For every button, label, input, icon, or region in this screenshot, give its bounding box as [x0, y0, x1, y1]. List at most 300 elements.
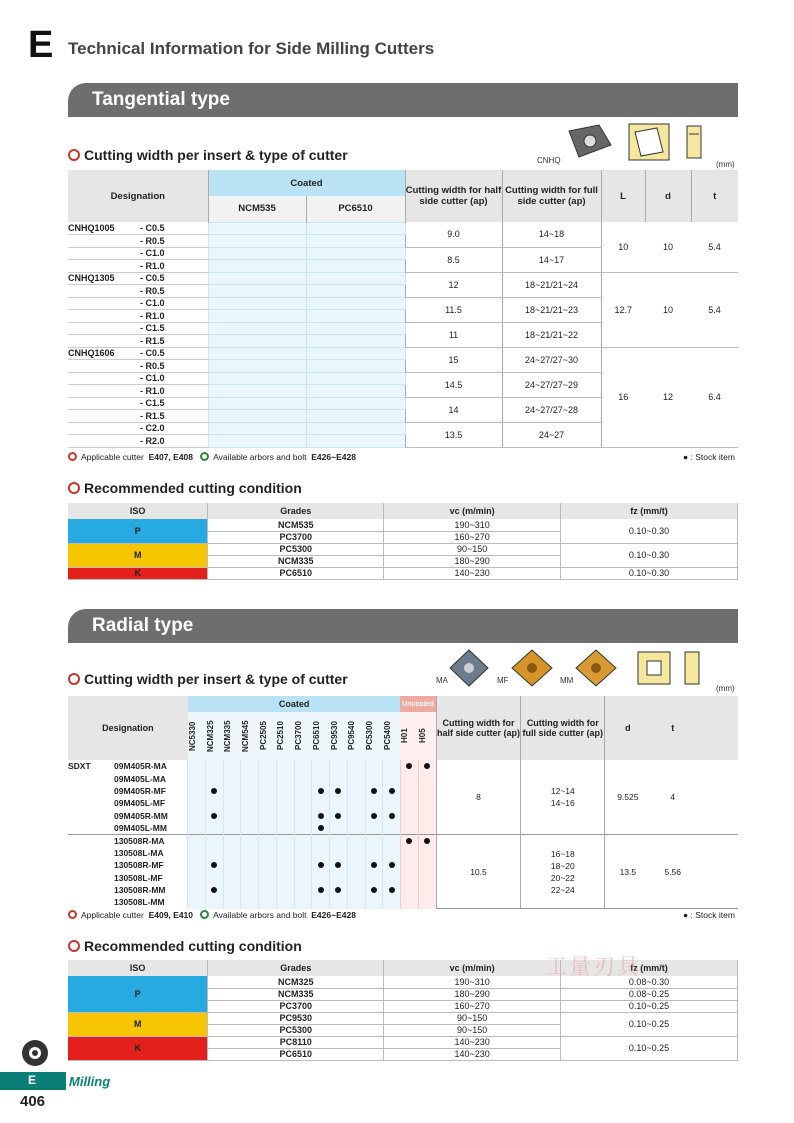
stock-cell: [347, 797, 365, 809]
stock-cell: [383, 847, 401, 859]
iso-cell: P: [68, 519, 208, 543]
stock-cell: [400, 785, 418, 797]
stock-cell: [418, 859, 436, 871]
sdxt-drawing-side: [682, 650, 702, 686]
grade-cell: [306, 372, 405, 385]
stock-cell: [223, 822, 241, 834]
band-title: Radial type: [92, 615, 194, 636]
grade-cell: [208, 222, 306, 235]
stock-cell: [223, 785, 241, 797]
arrow-icon: [68, 149, 80, 161]
stock-cell: [276, 785, 294, 797]
stock-cell: [383, 760, 401, 772]
grade-cell: [306, 247, 405, 260]
half-width: 8: [436, 760, 520, 834]
col-designation: Designation: [68, 696, 188, 760]
half-width: 8.5: [405, 247, 502, 272]
grade-cell: [208, 335, 306, 348]
grade-label: NCM545: [240, 720, 250, 752]
fz-cell: 0.10~0.25: [561, 1000, 738, 1012]
stock-cell: [188, 797, 206, 809]
col-L: L: [601, 170, 645, 222]
stock-cell: [276, 884, 294, 896]
radial-rec-title: Recommended cutting condition: [68, 938, 302, 954]
table-row: [68, 347, 738, 360]
suffix: - R1.0: [140, 385, 165, 396]
full-width-value: 12~14: [550, 785, 575, 796]
full-width-value: 16~18: [550, 848, 575, 859]
stock-cell: [276, 822, 294, 834]
grade-cell: NCM325: [208, 976, 384, 988]
d-value: 12: [645, 347, 691, 447]
cnhq-drawing-top: [627, 122, 671, 162]
stock-cell: [400, 822, 418, 834]
spacer-cell: [695, 834, 738, 908]
stock-cell: [383, 884, 401, 896]
unit-label: (mm): [716, 160, 735, 169]
model-name: 130508L-MF: [114, 872, 163, 883]
stock-cell: [365, 872, 383, 884]
designation-cell: [68, 872, 188, 884]
stock-cell: [347, 896, 365, 908]
model-name: 130508R-MA: [114, 835, 165, 846]
stock-cell: [294, 797, 312, 809]
stock-cell: [206, 834, 224, 846]
stock-dot: [318, 887, 324, 893]
model-name: 130508R-MF: [114, 860, 164, 871]
stock-cell: [365, 760, 383, 772]
col-grades: Grades: [208, 960, 384, 976]
stock-cell: [188, 859, 206, 871]
grade-cell: [208, 372, 306, 385]
full-width-value: 22~24: [550, 884, 575, 895]
fz-cell: 0.10~0.30: [561, 543, 738, 567]
radial-table: [68, 696, 738, 909]
stock-dot: [389, 813, 395, 819]
stock-dot: [335, 788, 341, 794]
suffix: - C2.0: [140, 423, 165, 434]
stock-cell: [206, 810, 224, 822]
col-coated: Coated: [208, 170, 405, 196]
grade-cell: [306, 310, 405, 323]
grade-cell: NCM335: [208, 555, 384, 567]
stock-cell: [347, 859, 365, 871]
stock-cell: [330, 785, 348, 797]
stock-cell: [241, 785, 259, 797]
designation-cell: [68, 435, 208, 448]
stock-cell: [259, 810, 277, 822]
stock-cell: [206, 822, 224, 834]
stock-cell: [400, 896, 418, 908]
stock-legend: ● : Stock item: [683, 452, 735, 462]
stock-cell: [294, 810, 312, 822]
d-value: 9.525: [605, 760, 650, 834]
grade-cell: [306, 397, 405, 410]
stock-dot: [406, 763, 412, 769]
grade-cell: PC6510: [208, 567, 384, 579]
grade-cell: [306, 435, 405, 448]
stock-cell: [188, 834, 206, 846]
stock-cell: [206, 872, 224, 884]
suffix: - C0.5: [140, 348, 165, 359]
stock-cell: [330, 797, 348, 809]
grade-cell: [208, 385, 306, 398]
full-width: 24~27/27~28: [502, 397, 601, 422]
fz-cell: 0.10~0.30: [561, 519, 738, 543]
grade-cell: [306, 360, 405, 373]
grade-cell: PC5300: [208, 1024, 384, 1036]
stock-cell: [259, 797, 277, 809]
spacer-cell: [695, 760, 738, 834]
page-title: Technical Information for Side Milling Cutters: [68, 39, 435, 58]
stock-cell: [188, 822, 206, 834]
stock-legend: ● : Stock item: [683, 910, 735, 920]
stock-cell: [259, 872, 277, 884]
insert-ma-label: MA: [436, 676, 448, 685]
stock-cell: [347, 810, 365, 822]
family-name: SDXT: [68, 761, 91, 772]
grade-cell: [306, 272, 405, 285]
stock-dot: [389, 862, 395, 868]
designation-cell: [68, 222, 208, 235]
grade-header: [241, 712, 259, 760]
vc-cell: 160~270: [384, 1000, 561, 1012]
col-vc: vc (m/min): [384, 960, 561, 976]
stock-cell: [276, 872, 294, 884]
grade-header: [347, 712, 365, 760]
stock-cell: [276, 797, 294, 809]
grade-cell: [208, 297, 306, 310]
grade-header: [400, 712, 418, 760]
designation-cell: [68, 322, 208, 335]
stock-cell: [223, 847, 241, 859]
grade-header: [223, 712, 241, 760]
stock-cell: [312, 872, 330, 884]
stock-cell: [383, 859, 401, 871]
stock-cell: [383, 822, 401, 834]
grade-cell: [306, 385, 405, 398]
L-value: 10: [601, 222, 645, 272]
stock-cell: [241, 896, 259, 908]
model-name: 09M405L-MA: [114, 773, 166, 784]
vc-cell: 140~230: [384, 1048, 561, 1060]
stock-cell: [418, 896, 436, 908]
grade-label: H01: [400, 728, 410, 744]
designation-cell: [68, 360, 208, 373]
stock-cell: [330, 760, 348, 772]
stock-cell: [241, 884, 259, 896]
designation-cell: [68, 310, 208, 323]
stock-cell: [330, 847, 348, 859]
radial-subtitle: Cutting width per insert & type of cutter: [68, 671, 348, 687]
stock-cell: [400, 760, 418, 772]
stock-cell: [223, 884, 241, 896]
designation-cell: [68, 260, 208, 273]
page-number: 406: [20, 1093, 46, 1110]
grade-cell: PC8110: [208, 1036, 384, 1048]
stock-cell: [383, 872, 401, 884]
vc-cell: 90~150: [384, 1024, 561, 1036]
stock-cell: [383, 797, 401, 809]
stock-cell: [418, 760, 436, 772]
suffix: - C1.0: [140, 373, 165, 384]
stock-cell: [294, 884, 312, 896]
grade-cell: [306, 410, 405, 423]
stock-cell: [418, 797, 436, 809]
stock-cell: [294, 847, 312, 859]
stock-cell: [400, 872, 418, 884]
stock-cell: [223, 896, 241, 908]
t-value: 5.4: [691, 222, 738, 272]
milling-cutter-icon: [20, 1038, 50, 1068]
stock-cell: [294, 834, 312, 846]
half-width: 14.5: [405, 372, 502, 397]
col-d: d: [645, 170, 691, 222]
designation-cell: [68, 422, 208, 435]
grade-header: [206, 712, 224, 760]
stock-cell: [206, 896, 224, 908]
stock-cell: [188, 760, 206, 772]
grade-cell: [208, 235, 306, 248]
table-row: [68, 834, 738, 846]
stock-cell: [276, 810, 294, 822]
designation-cell: [68, 385, 208, 398]
suffix: - R1.5: [140, 410, 165, 421]
family-name: CNHQ1606: [68, 348, 115, 359]
stock-cell: [365, 797, 383, 809]
stock-cell: [276, 760, 294, 772]
d-value: 13.5: [605, 834, 650, 908]
stock-cell: [312, 859, 330, 871]
stock-cell: [312, 834, 330, 846]
stock-cell: [223, 872, 241, 884]
grade-label: PC2510: [276, 721, 286, 751]
stock-cell: [365, 847, 383, 859]
stock-cell: [241, 810, 259, 822]
stock-cell: [400, 859, 418, 871]
tangential-band: [68, 83, 738, 117]
stock-cell: [188, 872, 206, 884]
grade-cell: [208, 272, 306, 285]
grade-header: [276, 712, 294, 760]
suffix: - R1.5: [140, 335, 165, 346]
table-row: [68, 1036, 738, 1048]
model-name: 130508L-MM: [114, 897, 165, 908]
stock-cell: [365, 772, 383, 784]
full-width-value: 14~16: [550, 797, 575, 808]
half-width: 15: [405, 347, 502, 372]
grade-cell: PC5300: [208, 543, 384, 555]
grade-header: [259, 712, 277, 760]
full-width: [521, 760, 605, 834]
stock-cell: [223, 797, 241, 809]
stock-cell: [241, 822, 259, 834]
fz-cell: 0.10~0.30: [561, 567, 738, 579]
table-row: [68, 543, 738, 555]
grade-cell: [208, 410, 306, 423]
suffix: - R1.0: [140, 310, 165, 321]
stock-cell: [365, 822, 383, 834]
stock-cell: [400, 847, 418, 859]
grade-header: [383, 712, 401, 760]
col-half: Cutting width for half side cutter (ap): [405, 170, 502, 222]
stock-cell: [400, 772, 418, 784]
tangential-table: [68, 170, 738, 448]
vc-cell: 190~310: [384, 976, 561, 988]
full-width-value: 20~22: [550, 872, 575, 883]
stock-cell: [383, 810, 401, 822]
col-fz: fz (mm/t): [561, 960, 738, 976]
arrow-icon: [200, 910, 209, 919]
stock-cell: [330, 884, 348, 896]
iso-cell: P: [68, 976, 208, 1012]
fz-cell: 0.08~0.25: [561, 988, 738, 1000]
grade-cell: [306, 260, 405, 273]
designation-cell: [68, 247, 208, 260]
stock-cell: [418, 884, 436, 896]
grade-header: [312, 712, 330, 760]
stock-cell: [312, 847, 330, 859]
arrow-icon: [68, 910, 77, 919]
stock-dot: [211, 862, 217, 868]
d-value: 10: [645, 222, 691, 272]
stock-cell: [223, 834, 241, 846]
stock-cell: [312, 822, 330, 834]
stock-cell: [312, 810, 330, 822]
d-value: 10: [645, 272, 691, 347]
full-width: 24~27/27~29: [502, 372, 601, 397]
stock-cell: [259, 760, 277, 772]
stock-cell: [294, 785, 312, 797]
grade-header: [365, 712, 383, 760]
grade-label: PC9530: [329, 721, 339, 751]
designation-cell: [68, 297, 208, 310]
stock-cell: [365, 810, 383, 822]
t-value: 5.56: [650, 834, 695, 908]
designation-cell: [68, 896, 188, 908]
arrow-icon: [68, 673, 80, 685]
t-value: 6.4: [691, 347, 738, 447]
vc-cell: 140~230: [384, 567, 561, 579]
table-row: [68, 1012, 738, 1024]
suffix: - C0.5: [140, 273, 165, 284]
full-width-value: 18~20: [550, 860, 575, 871]
stock-cell: [330, 896, 348, 908]
full-width: 24~27: [502, 422, 601, 447]
full-width: 14~17: [502, 247, 601, 272]
cnhq-label: CNHQ: [537, 156, 561, 165]
suffix: - R1.0: [140, 260, 165, 271]
stock-cell: [241, 847, 259, 859]
suffix: - R0.5: [140, 360, 165, 371]
designation-cell: [68, 797, 188, 809]
stock-cell: [188, 884, 206, 896]
table-row: [68, 222, 738, 235]
designation-cell: [68, 335, 208, 348]
stock-cell: [312, 797, 330, 809]
stock-dot: [424, 838, 430, 844]
grade-cell: [306, 347, 405, 360]
stock-cell: [347, 822, 365, 834]
stock-cell: [294, 859, 312, 871]
family-name: CNHQ1305: [68, 273, 115, 284]
designation-cell: [68, 884, 188, 896]
model-name: 130508L-MA: [114, 847, 164, 858]
stock-cell: [383, 834, 401, 846]
stock-cell: [330, 859, 348, 871]
stock-cell: [188, 896, 206, 908]
designation-cell: [68, 347, 208, 360]
grade-label: PC2505: [258, 721, 268, 751]
stock-cell: [276, 859, 294, 871]
section-letter: E: [28, 24, 54, 66]
tangential-rec-title: Recommended cutting condition: [68, 480, 302, 496]
grade-cell: [208, 247, 306, 260]
designation-cell: [68, 410, 208, 423]
half-width: 9.0: [405, 222, 502, 247]
watermark: 工量刃具: [545, 954, 642, 979]
arrow-icon: [68, 940, 80, 952]
stock-dot: [389, 788, 395, 794]
tangential-rec-table: [68, 503, 738, 580]
stock-cell: [188, 785, 206, 797]
grade-header: [330, 712, 348, 760]
stock-cell: [259, 847, 277, 859]
stock-cell: [418, 822, 436, 834]
stock-cell: [259, 859, 277, 871]
col-full: Cutting width for full side cutter (ap): [521, 696, 605, 760]
half-width: 12: [405, 272, 502, 297]
grade-cell: [306, 422, 405, 435]
full-width: 24~27/27~30: [502, 347, 601, 372]
L-value: 16: [601, 347, 645, 447]
grade-label: NCM335: [223, 720, 233, 752]
full-width: 14~18: [502, 222, 601, 247]
col-half: Cutting width for half side cutter (ap): [436, 696, 520, 760]
stock-cell: [330, 810, 348, 822]
stock-dot: [406, 838, 412, 844]
half-width: 13.5: [405, 422, 502, 447]
unit-label: (mm): [716, 684, 735, 693]
stock-cell: [330, 772, 348, 784]
half-width: 11.5: [405, 297, 502, 322]
grade-cell: [306, 285, 405, 298]
fz-cell: 0.10~0.25: [561, 1036, 738, 1060]
designation-cell: [68, 760, 188, 772]
insert-ma-image: [448, 648, 490, 688]
stock-cell: [188, 847, 206, 859]
sdxt-drawing-top: [636, 650, 672, 686]
full-width: 18~21/21~23: [502, 297, 601, 322]
grade-label: PC5400: [382, 721, 392, 751]
suffix: - R0.5: [140, 285, 165, 296]
stock-cell: [276, 847, 294, 859]
stock-cell: [206, 797, 224, 809]
col-coated: Coated: [188, 696, 401, 712]
col-fz: fz (mm/t): [561, 503, 738, 519]
grade-label: PC6510: [311, 721, 321, 751]
stock-cell: [206, 884, 224, 896]
stock-cell: [294, 772, 312, 784]
stock-cell: [241, 760, 259, 772]
stock-cell: [259, 822, 277, 834]
t-value: 5.4: [691, 272, 738, 347]
col-uncoated: Uncoated: [400, 696, 436, 712]
col-t: t: [650, 696, 695, 760]
stock-cell: [259, 896, 277, 908]
stock-cell: [418, 872, 436, 884]
stock-cell: [259, 834, 277, 846]
